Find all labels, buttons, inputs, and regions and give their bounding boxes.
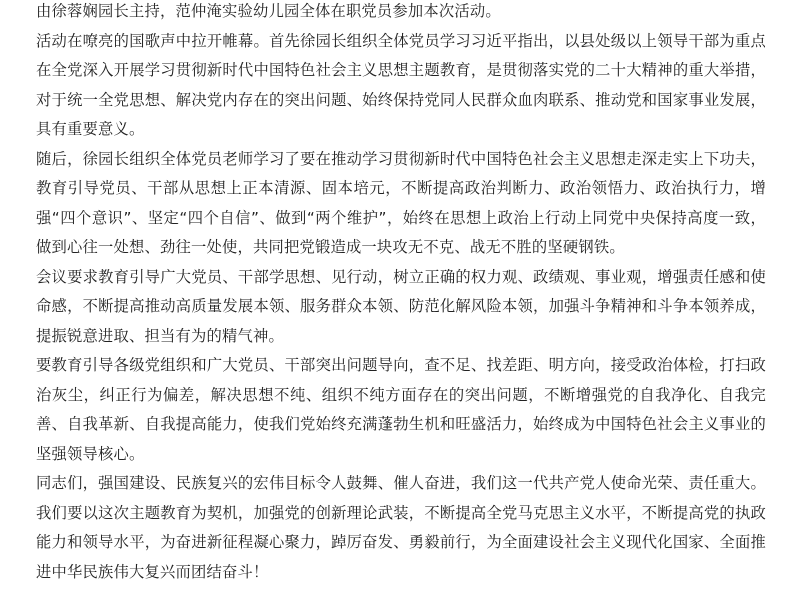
- paragraph-host: 由徐蓉娴园长主持，范仲淹实验幼儿园全体在职党员参加本次活动。: [36, 2, 501, 20]
- paragraph-requirements: 会议要求教育引导广大党员、干部学思想、见行动，树立正确的权力观、政绩观、事业观，增强责任感和使命感，不断提高推动高质量发展本领、服务群众本领、防范化解风险本领，加强斗争精神和斗争本领养成，提振锐意进取、担当有为的精气神。: [36, 267, 766, 345]
- paragraph-closing: 同志们，强国建设、民族复兴的宏伟目标令人鼓舞、催人奋进，我们这一代共产党人使命光荣、责任重大。我们要以这次主题教育为契机，加强党的创新理论武装，不断提高全党马克思主义水平，不断提高党的执政能力和领导水平，为奋进新征程凝心聚力，踔厉奋发、勇毅前行，为全面建设社会主义现代化国家、全面推进中华民族伟大复兴而团结奋斗！: [36, 474, 766, 581]
- paragraph-study: 随后，徐园长组织全体党员老师学习了要在推动学习贯彻新时代中国特色社会主义思想走深走实上下功夫，教育引导党员、干部从思想上正本清源、固本培元，不断提高政治判断力、政治领悟力、政治执行力，增强“四个意识”、坚定“四个自信”、做到“两个维护”，始终在思想上政治上行动上同党中央保持高度一致，做到心往一处想、劲往一处使，共同把党锻造成一块攻无不克、战无不胜的坚硬钢铁。: [36, 149, 766, 256]
- paragraph-guidance: 要教育引导各级党组织和广大党员、干部突出问题导向，查不足、找差距、明方向，接受政治体检，打扫政治灰尘，纠正行为偏差，解决思想不纯、组织不纯方面存在的突出问题，不断增强党的自我净化、自我完善、自我革新、自我提高能力，使我们党始终充满蓬勃生机和旺盛活力，始终成为中国特色社会主义事业的坚强领导核心。: [36, 356, 766, 463]
- paragraph-opening: 活动在嘹亮的国歌声中拉开帷幕。首先徐园长组织全体党员学习习近平指出，以县处级以上领导干部为重点在全党深入开展学习贯彻新时代中国特色社会主义思想主题教育，是贯彻落实党的二十大精神的重大举措，对于统一全党思想、解决党内存在的突出问题、始终保持党同人民群众血肉联系、推动党和国家事业发展，具有重要意义。: [36, 31, 766, 138]
- article-body: [36, 0, 766, 587]
